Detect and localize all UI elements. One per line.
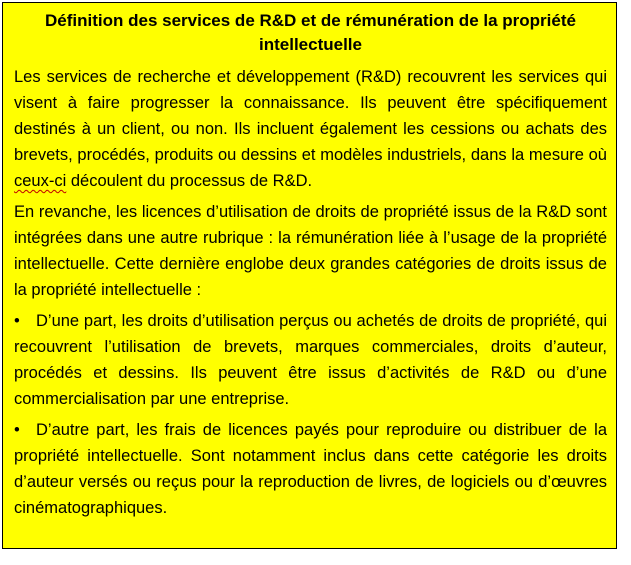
bullet-text: D’autre part, les frais de licences payés pour reproduire ou distribuer de la propriété intellectuelle. Sont notamment inclus dans cette catégorie les droits d’auteur versés ou reçus pour la reproduction de livres, de logiciels ou d’œuvres cinématographiques. [14, 421, 607, 517]
bullet-marker: • [14, 312, 20, 330]
bullet-marker: • [14, 421, 20, 439]
paragraph-rd-services [14, 64, 607, 194]
bullet-item-licence-fees [14, 417, 607, 521]
bullet-item-usage-rights [14, 308, 607, 412]
spellcheck-flagged-word[interactable]: ceux-ci [14, 172, 67, 190]
box-title: Définition des services de R&D et de rémunération de la propriété intellectuelle [45, 11, 576, 54]
paragraph-1-text-start: Les services de recherche et développement (R&D) recouvrent les services qui visent à faire progresser la connaissance. Ils peuvent être spécifiquement destinés à un client, ou non. Ils incluent également les cessions ou achats des brevets, procédés, produits ou dessins et modèles industriels, dans la mesure où [14, 68, 607, 164]
paragraph-1-text-end: découlent du processus de R&D. [66, 172, 313, 190]
bullet-text: D’une part, les droits d’utilisation perçus ou achetés de droits de propriété, qui recouvrent l’utilisation de brevets, marques commerciales, droits d’auteur, procédés et dessins. Ils peuvent être issus d’activités de R&D ou d’une commercialisation par une entreprise. [14, 312, 607, 408]
paragraph-licences: En revanche, les licences d’utilisation de droits de propriété issus de la R&D sont intégrées dans une autre rubrique : la rémunération liée à l’usage de la propriété intellectuelle. Cette dernière englobe deux grandes catégories de droits issus de la propriété intellectuelle : [14, 203, 607, 299]
definition-box [2, 2, 617, 549]
